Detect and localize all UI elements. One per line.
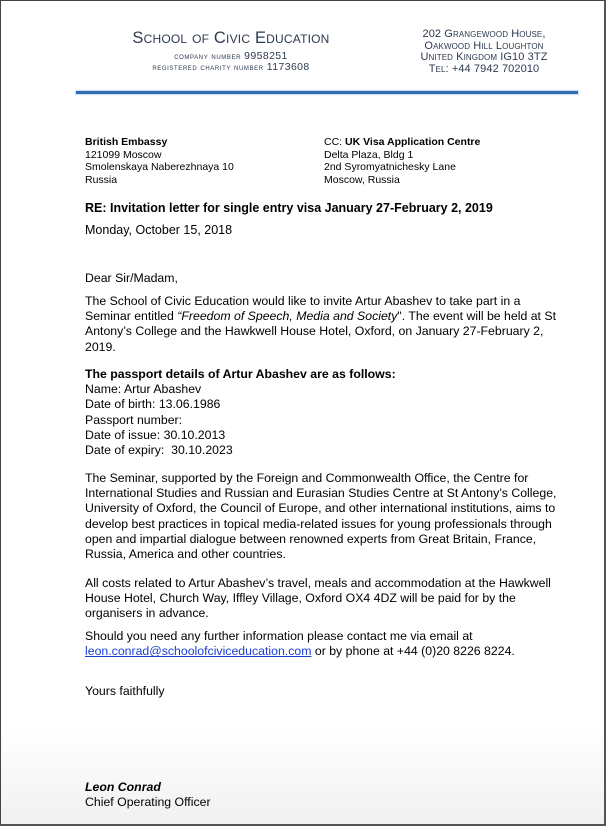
passport-field-dob [85, 397, 585, 412]
field-label: Date of expiry: [85, 443, 168, 458]
letterhead-address-line: Oakwood Hill Loughton [424, 39, 544, 52]
contact-paragraph [85, 629, 585, 659]
paragraph-line: University of Oxford, the Council of Europe, and other international institutions, aims to [85, 501, 556, 516]
charity-number [101, 62, 361, 73]
field-value: Artur Abashev [123, 382, 202, 397]
paragraph-line: House Hotel, Church Way, Iffley Village, Oxford OX4 4DZ will be paid for by the [85, 591, 516, 606]
signature-title: Chief Operating Officer [85, 795, 211, 809]
seminar-title: “Freedom of Speech, Media and Society [177, 309, 398, 324]
field-value: 30.10.2023 [171, 443, 233, 458]
paragraph-line: All costs related to Artur Abashev’s travel, meals and accommodation at the Hawkwell [85, 576, 551, 590]
costs-paragraph [85, 576, 585, 622]
paragraph-line: organisers in advance. [85, 606, 209, 621]
paragraph-line: develop best practices in topical media-related issues for young professionals through [85, 516, 552, 531]
paragraph-line: Russia, America and other countries. [85, 547, 286, 562]
cc-name: UK Visa Application Centre [345, 136, 481, 148]
paragraph-line [85, 309, 585, 324]
cc-label: CC: [324, 136, 345, 148]
field-label: Date of issue: [85, 427, 161, 442]
signature-name: Leon Conrad [85, 780, 161, 794]
passport-field-name [85, 382, 585, 397]
paragraph-text: ". The event will be held at St [397, 309, 557, 324]
subject-line: RE: Invitation letter for single entry visa January 27-February 2, 2019 [85, 201, 493, 215]
paragraph-line [85, 644, 585, 659]
field-value: 13.06.1986 [158, 397, 221, 412]
recipient-address-line: Smolenskaya Naberezhnaya 10 [85, 161, 234, 173]
organization-name: School of Civic Education [132, 29, 330, 47]
field-value: 30.10.2013 [163, 427, 226, 442]
cc-heading [324, 136, 480, 149]
letterhead-address-line: United Kingdom IG10 3TZ [420, 51, 548, 63]
header-divider [76, 91, 578, 94]
passport-field-issue-date [85, 428, 585, 443]
charity-number-label: registered charity number [152, 62, 264, 72]
passport-heading: The passport details of Artur Abashev are as follows: [85, 367, 396, 381]
letterhead-address [399, 29, 569, 75]
field-label: Name: [85, 382, 122, 397]
paragraph-line: 2019. [85, 339, 116, 354]
cc-address-line: Delta Plaza, Bldg 1 [324, 148, 414, 161]
company-number-label: company number [174, 51, 241, 61]
letter-date: Monday, October 15, 2018 [85, 223, 233, 237]
paragraph-line: The School of Civic Education would like to invite Artur Abashev to take part in a [85, 294, 521, 308]
recipient-address-line: 121099 Moscow [85, 148, 162, 161]
recipient-address [85, 136, 234, 186]
paragraph-line: International Studies and Russian and Eurasian Studies Centre at St Antony’s College, [85, 486, 557, 501]
paragraph-line: open and impartial dialogue between renowned experts from Great Britain, France, [85, 531, 537, 546]
cc-address-line: Moscow, Russia [324, 173, 400, 186]
letterhead-organization [101, 29, 361, 73]
passport-details [85, 367, 585, 458]
letterhead-address-line: 202 Grangewood House, [422, 28, 546, 40]
field-label: Date of birth: [85, 397, 156, 412]
seminar-description-paragraph [85, 471, 585, 562]
recipient-address-line: Russia [85, 173, 118, 186]
paragraph-text: Seminar entitled [85, 309, 178, 324]
recipient-name: British Embassy [85, 136, 168, 148]
cc-address-line: 2nd Syromyatnichesky Lane [324, 161, 456, 173]
salutation: Dear Sir/Madam, [85, 271, 178, 285]
invitation-paragraph [85, 294, 585, 355]
paragraph-line: The Seminar, supported by the Foreign and Commonwealth Office, the Centre for [85, 471, 529, 485]
paragraph-line: Should you need any further information please contact me via email at [85, 629, 473, 643]
charity-number-value: 1173608 [266, 61, 310, 73]
paragraph-line: Antony’s College and the Hawkwell House Hotel, Oxford, on January 27-February 2, [85, 324, 544, 339]
field-label: Passport number: [85, 412, 183, 427]
paragraph-text: or by phone at +44 (0)20 8226 8224. [311, 644, 515, 659]
passport-field-expiry-date [85, 443, 585, 458]
email-link[interactable]: leon.conrad@schoolofciviceducation.com [85, 644, 312, 659]
company-number [101, 51, 361, 62]
letterhead-phone: Tel: +44 7942 702010 [428, 62, 540, 75]
passport-field-number [85, 413, 585, 428]
company-number-value: 9958251 [244, 50, 288, 62]
cc-address [324, 136, 480, 186]
closing: Yours faithfully [85, 684, 165, 698]
